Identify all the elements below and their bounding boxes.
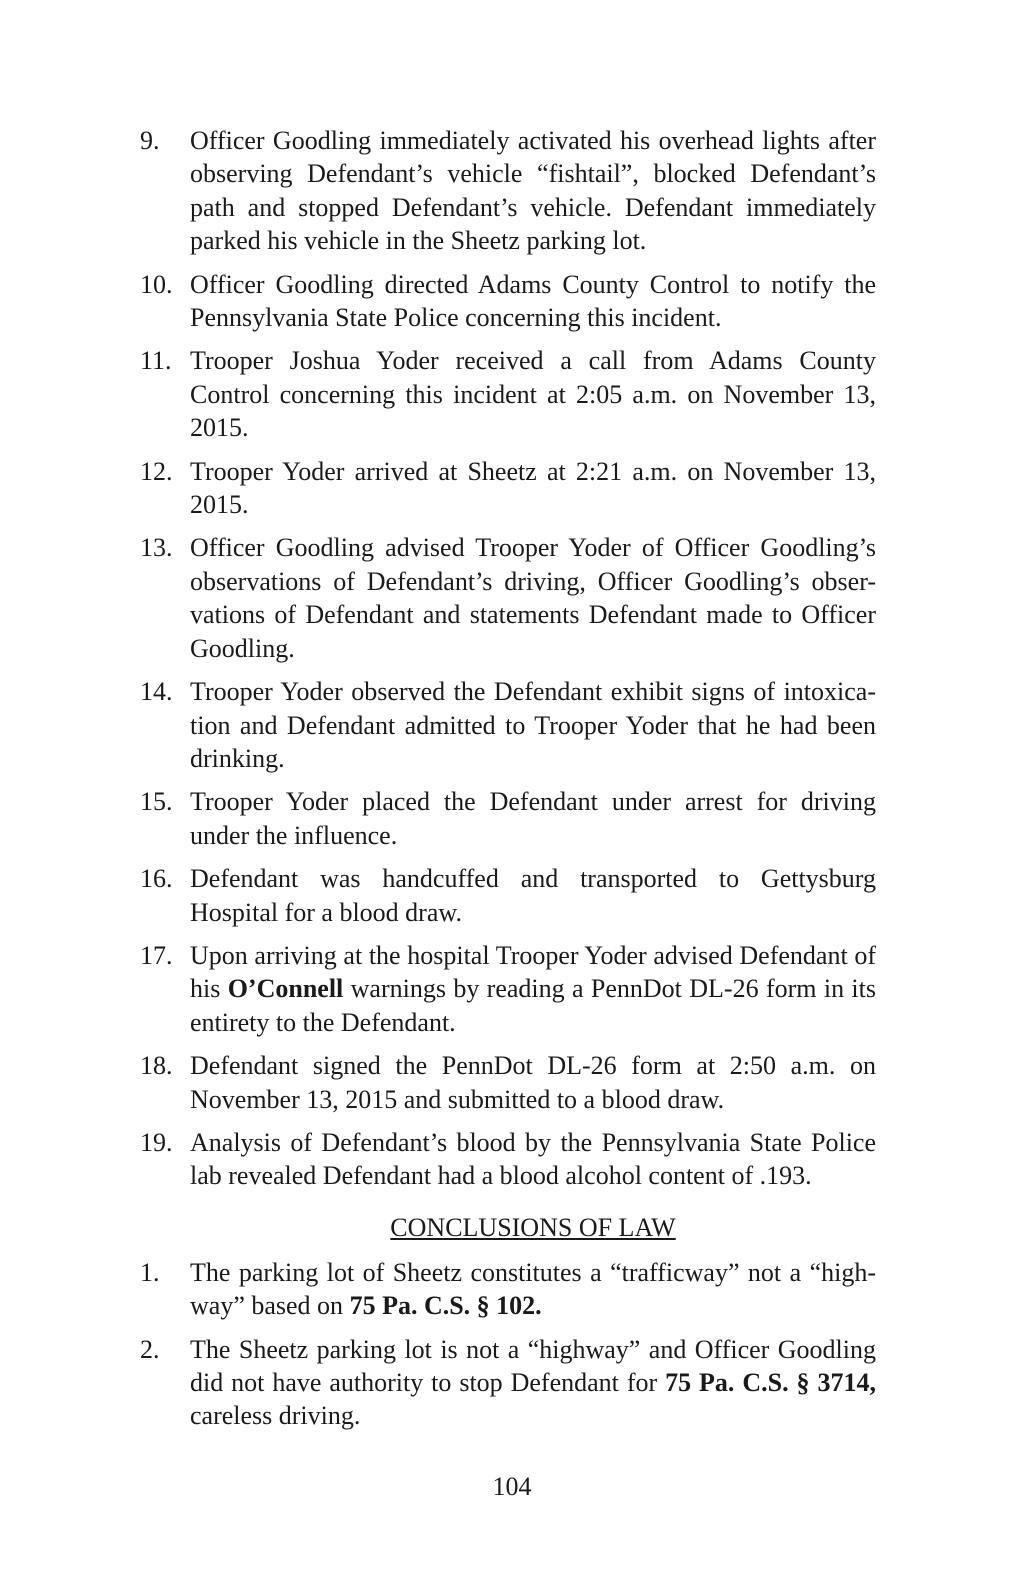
item-number: 10. — [140, 269, 173, 299]
item-text: Trooper Joshua Yoder received a call from Adams County Control concerning this incident at 2:05 a.m. on November 13, 2015. — [190, 346, 876, 443]
item-text: Trooper Yoder placed the Defendant under arrest for driving under the influence. — [190, 787, 876, 850]
conclusion-item — [140, 1333, 876, 1433]
item-number: 18. — [140, 1051, 173, 1081]
item-text — [190, 939, 876, 1039]
item-text-before: The Sheetz parking lot is not a “highway” and Officer Goodling did not have authority to stop Defendant for — [190, 1334, 876, 1397]
page-number: 104 — [492, 1472, 532, 1501]
finding-item — [140, 344, 876, 444]
item-text-after: careless driving. — [190, 1401, 361, 1431]
finding-item — [140, 1049, 876, 1116]
finding-item — [140, 785, 876, 852]
item-number: 2. — [140, 1334, 160, 1364]
section-heading: CONCLUSIONS OF LAW — [390, 1212, 676, 1242]
item-text — [190, 1333, 876, 1433]
item-text: Defendant was handcuffed and transported to Gettysburg Hospital for a blood draw. — [190, 864, 876, 927]
finding-item — [140, 675, 876, 775]
finding-item — [140, 862, 876, 929]
case-citation: O’Connell — [227, 974, 344, 1004]
conclusion-item — [140, 1256, 876, 1323]
item-text-before: The parking lot of Sheetz constitutes a “trafficway” not a “high-way” based on — [190, 1257, 876, 1321]
item-text: Trooper Yoder observed the Defendant exhibit signs of intoxica-tion and Defendant admitted to Trooper Yoder that he had been drinking. — [190, 677, 876, 773]
item-text-after: warnings by reading a PennDot DL-26 form in its entirety to the Defendant. — [190, 974, 876, 1037]
item-text: Analysis of Defendant’s blood by the Pennsylvania State Police lab revealed Defendant had a blood alcohol content of .193. — [190, 1127, 876, 1191]
finding-item — [140, 124, 876, 258]
statute-citation: 75 Pa. C.S. § 102. — [349, 1291, 542, 1321]
item-text: Officer Goodling directed Adams County Control to notify the Pennsylvania State Police concerning this incident. — [190, 269, 876, 333]
item-text: Defendant signed the PennDot DL-26 form at 2:50 a.m. on November 13, 2015 and submitted to a blood draw. — [190, 1051, 876, 1114]
item-number: 12. — [140, 456, 173, 486]
finding-item — [140, 531, 876, 665]
item-text-before: Upon arriving at the hospital Trooper Yoder advised Defendant of his — [190, 940, 876, 1004]
item-number: 19. — [140, 1127, 173, 1157]
item-number: 9. — [140, 126, 160, 155]
item-number: 1. — [140, 1257, 160, 1287]
finding-item — [140, 1126, 876, 1193]
item-number: 13. — [140, 533, 173, 563]
item-number: 17. — [140, 940, 173, 970]
finding-item — [140, 455, 876, 522]
item-text: Trooper Yoder arrived at Sheetz at 2:21 a.m. on November 13, 2015. — [190, 456, 876, 520]
item-text: Officer Goodling immediately activated his overhead lights after observing Defendant’s vehicle “fishtail”, blocked Defendant’s path and stopped Defendant’s vehicle. Defendant immediately parked his vehicle in the Sheetz parking lot. — [190, 126, 876, 256]
item-number: 11. — [140, 346, 172, 376]
item-text — [190, 1256, 876, 1323]
item-number: 16. — [140, 864, 173, 894]
statute-citation: 75 Pa. C.S. § 3714, — [665, 1368, 876, 1397]
finding-item — [140, 939, 876, 1039]
item-number: 15. — [140, 787, 173, 817]
findings-list — [140, 124, 876, 1443]
finding-item — [140, 268, 876, 335]
item-number: 14. — [140, 677, 173, 707]
item-text: Officer Goodling advised Trooper Yoder of Officer Goodling’s observations of Defendant’s driving, Officer Goodling’s obser-vations of Defendant and statements Defendant made to Officer Goodling. — [190, 533, 876, 663]
